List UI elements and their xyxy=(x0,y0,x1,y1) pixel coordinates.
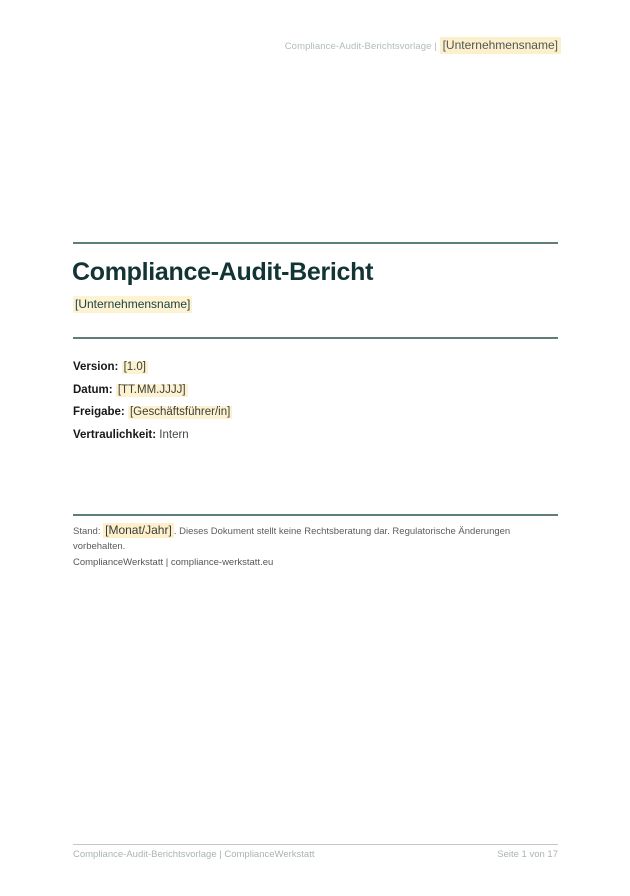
disclaimer-text xyxy=(73,523,561,554)
meta-label: Vertraulichkeit: xyxy=(73,428,157,441)
header-company-placeholder: [Unternehmensname] xyxy=(440,37,561,54)
document-title: Compliance-Audit-Bericht xyxy=(72,258,374,286)
meta-value: [Geschäftsführer/in] xyxy=(129,406,231,418)
disclaimer-rule xyxy=(73,514,558,516)
brand-line: ComplianceWerkstatt | compliance-werkstatt.eu xyxy=(73,557,274,568)
running-header xyxy=(285,36,561,54)
meta-label: Datum: xyxy=(73,383,113,396)
meta-value: [TT.MM.JJJJ] xyxy=(117,383,186,396)
title-top-rule xyxy=(73,242,558,244)
footer-doc-label: Compliance-Audit-Berichtsvorlage | ComplianceWerkstatt xyxy=(73,849,315,860)
metadata-block xyxy=(73,360,232,450)
meta-label: Freigabe: xyxy=(73,406,125,418)
company-placeholder: [Unternehmensname] xyxy=(75,297,191,311)
meta-row-datum xyxy=(73,383,232,397)
meta-row-version xyxy=(73,360,232,374)
footer-rule xyxy=(73,844,558,845)
page-footer xyxy=(73,849,558,860)
date-placeholder: [Monat/Jahr] xyxy=(105,523,172,537)
meta-label: Version: xyxy=(73,361,119,373)
meta-value: [1.0] xyxy=(123,361,146,373)
page-number: Seite 1 von 17 xyxy=(497,849,558,860)
title-bottom-rule xyxy=(73,337,558,339)
meta-row-freigabe xyxy=(73,405,232,419)
header-doc-label: Compliance-Audit-Berichtsvorlage | xyxy=(284,41,440,52)
meta-row-vertraulichkeit xyxy=(73,428,232,442)
subtitle-wrap xyxy=(73,295,192,313)
meta-value: Intern xyxy=(159,428,189,441)
disclaimer-prefix: Stand: xyxy=(73,526,104,537)
disclaimer-body: . Dieses Dokument stellt keine Rechtsberatung dar. Regulatorische Änderungen vorbehalten. xyxy=(73,526,511,552)
